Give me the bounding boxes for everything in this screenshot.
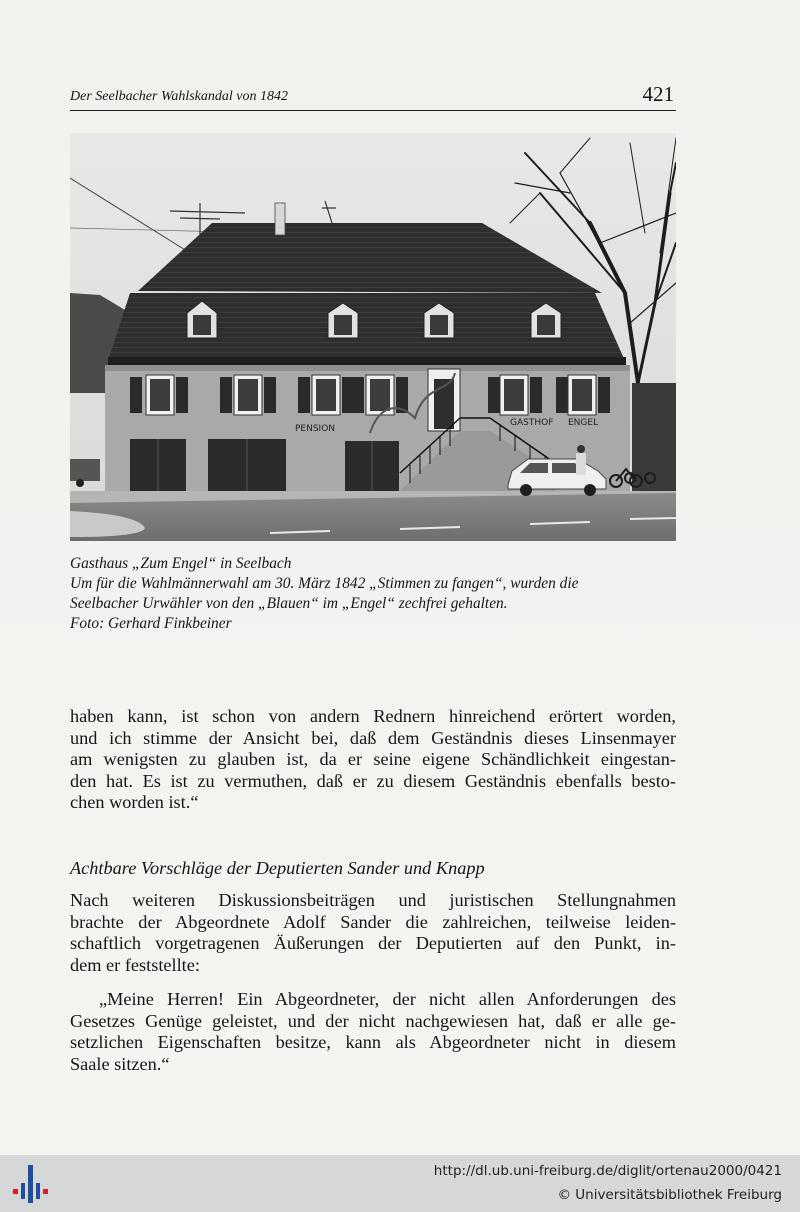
running-title: Der Seelbacher Wahlskandal von 1842	[70, 89, 288, 104]
section-heading: Achtbare Vorschläge der Deputierten Sander und Knapp	[70, 858, 485, 878]
copyright-notice: © Universitätsbibliothek Freiburg	[557, 1187, 782, 1203]
text-line: schaftlich vorgetragenen Äußerungen der Deputierten auf den Punkt, in-	[70, 933, 676, 954]
caption-credit: Foto: Gerhard Finkbeiner	[70, 615, 232, 632]
photo-gasthaus-zum-engel	[70, 133, 676, 541]
footer-bar	[0, 1155, 800, 1212]
text-line: chen worden ist.“	[70, 792, 199, 813]
sign-gasthof: GASTHOF	[510, 418, 554, 428]
text-line: Nach weiteren Diskussionsbeiträgen und juristischen Stellungnahmen	[70, 890, 676, 910]
ub-freiburg-logo-icon[interactable]	[12, 1163, 52, 1205]
text-line: haben kann, ist schon von andern Rednern hinreichend erörtert worden,	[70, 706, 676, 726]
text-line: und ich stimme der Ansicht bei, daß dem Geständnis dieses Linsenmayer	[70, 727, 676, 748]
text-line: den hat. Es ist zu vermuthen, daß er zu diesem Geständnis ebenfalls besto-	[70, 770, 676, 791]
text-line: setzlichen Eigenschaften besitze, kann als Abgeordneter nicht in diesem	[70, 1032, 676, 1053]
text-line: am wenigsten zu glauben ist, da er seine eigene Schändlichkeit eingestan-	[70, 749, 676, 770]
text-line: „Meine Herren! Ein Abgeordneter, der nicht allen Anforderungen des	[99, 989, 676, 1009]
text-line: dem er feststellte:	[70, 954, 200, 975]
page-number: 421	[642, 82, 674, 106]
text-line: Gesetzes Genüge geleistet, und der nicht nachgewiesen hat, daß er alle ge-	[70, 1010, 676, 1031]
source-url-link[interactable]: http://dl.ub.uni-freiburg.de/diglit/ortenau2000/0421	[433, 1163, 782, 1179]
caption-title: Gasthaus „Zum Engel“ in Seelbach	[70, 555, 292, 572]
caption-line: Um für die Wahlmännerwahl am 30. März 1842 „Stimmen zu fangen“, wurden die	[70, 575, 579, 592]
sign-pension: PENSION	[295, 424, 336, 434]
caption-line: Seelbacher Urwähler von den „Blauen“ im „Engel“ zechfrei gehalten.	[70, 595, 508, 612]
text-line: brachte der Abgeordnete Adolf Sander die zahlreichen, teilweise leiden-	[70, 911, 676, 932]
paragraph-sander-quote	[70, 989, 676, 1075]
running-header	[70, 84, 676, 111]
paragraph-discussion	[70, 890, 676, 976]
sign-engel: ENGEL	[568, 418, 599, 428]
paragraph-quote-continuation	[70, 706, 676, 814]
text-line: Saale sitzen.“	[70, 1053, 170, 1074]
photo-caption	[70, 554, 680, 634]
